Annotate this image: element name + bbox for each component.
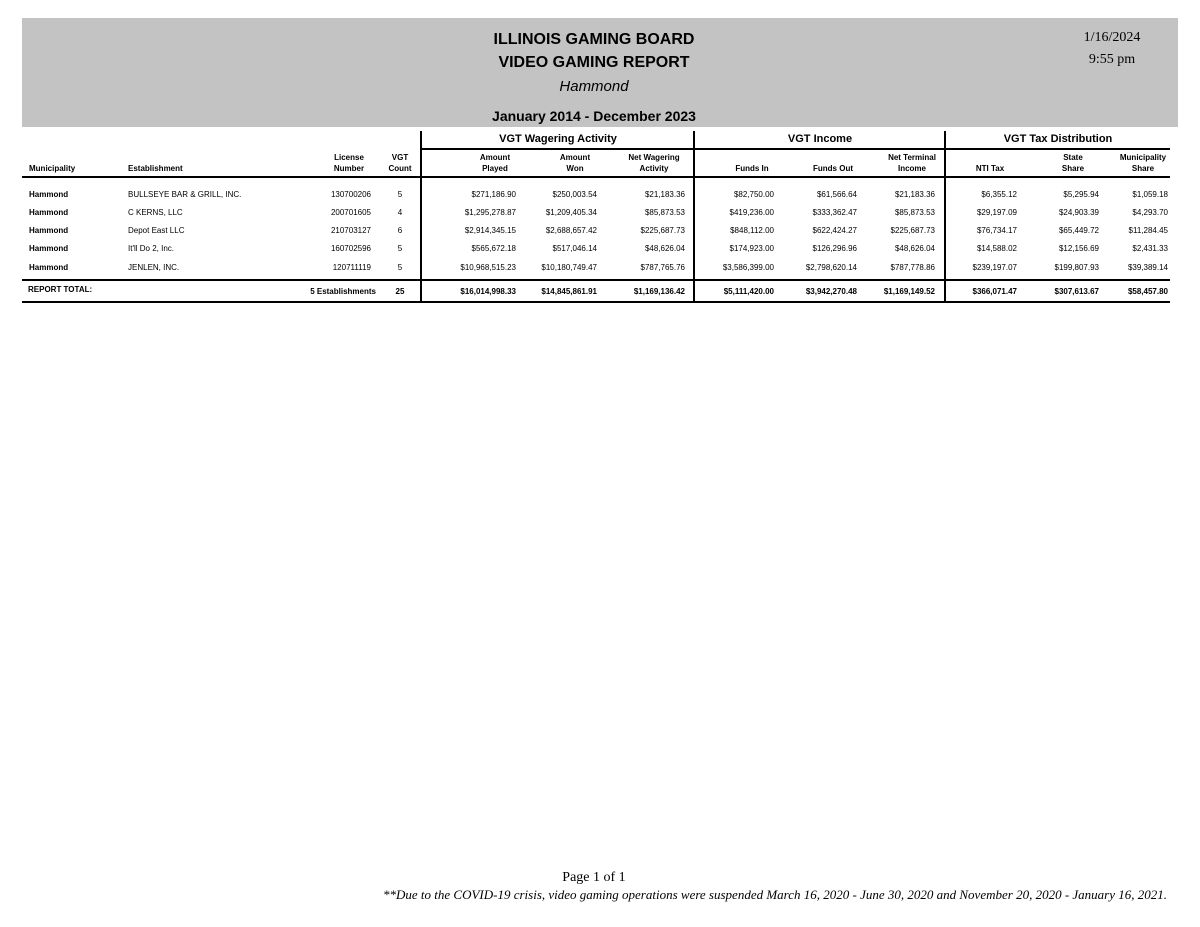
group-underline — [422, 148, 1170, 150]
cell-muni: $1,059.18 — [1132, 190, 1168, 199]
cell-state: $5,295.94 — [1063, 190, 1099, 199]
cell-municipality: Hammond — [29, 244, 69, 253]
divider-wagering — [420, 131, 422, 303]
cell-netwager: $48,626.04 — [644, 244, 685, 253]
cell-license: 130700206 — [330, 190, 371, 199]
cell-nti: $21,183.36 — [894, 190, 935, 199]
cell-vgt: 5 — [397, 190, 403, 199]
col-muni-2: Share — [1131, 164, 1155, 173]
cell-muni: $2,431.33 — [1132, 244, 1168, 253]
report-date: 1/16/2024 — [1083, 30, 1141, 45]
header-bottom-rule — [22, 176, 1170, 178]
report-subtitle-main: VIDEO GAMING REPORT — [498, 54, 690, 71]
total-funds-out: $3,942,270.48 — [805, 287, 857, 296]
cell-vgt: 4 — [397, 208, 403, 217]
cell-funds-out: $2,798,620.14 — [805, 263, 857, 272]
cell-license: 160702596 — [330, 244, 371, 253]
cell-vgt: 5 — [397, 263, 403, 272]
col-played-2: Played — [482, 164, 508, 173]
cell-played: $565,672.18 — [471, 244, 516, 253]
cell-played: $2,914,345.15 — [464, 226, 516, 235]
cell-funds-in: $3,586,399.00 — [722, 263, 774, 272]
cell-state: $199,807.93 — [1054, 263, 1099, 272]
cell-state: $24,903.39 — [1058, 208, 1099, 217]
cell-vgt: 5 — [397, 244, 403, 253]
total-top-rule — [22, 279, 1170, 281]
col-muni-1: Municipality — [1119, 153, 1167, 162]
total-state: $307,613.67 — [1054, 287, 1099, 296]
report-title: ILLINOIS GAMING BOARD — [493, 31, 695, 48]
col-netwager-2: Activity — [639, 164, 669, 173]
cell-municipality: Hammond — [29, 190, 69, 199]
cell-state: $12,156.69 — [1058, 244, 1099, 253]
report-period: January 2014 - December 2023 — [492, 108, 696, 124]
col-nti-1: Net Terminal — [888, 153, 936, 162]
cell-nti: $85,873.53 — [894, 208, 935, 217]
total-vgt: 25 — [395, 287, 405, 296]
col-vgt-2: Count — [388, 164, 412, 173]
cell-funds-in: $82,750.00 — [733, 190, 774, 199]
cell-nti: $787,778.86 — [890, 263, 935, 272]
cell-nti-tax: $76,734.17 — [976, 226, 1017, 235]
col-state-1: State — [1063, 153, 1083, 162]
cell-funds-out: $333,362.47 — [812, 208, 857, 217]
cell-nti: $225,687.73 — [890, 226, 935, 235]
total-nti: $1,169,149.52 — [883, 287, 935, 296]
group-tax-title: VGT Tax Distribution — [1003, 133, 1113, 145]
cell-netwager: $21,183.36 — [644, 190, 685, 199]
col-nti-tax: NTI Tax — [975, 164, 1005, 173]
cell-nti: $48,626.04 — [894, 244, 935, 253]
report-municipality: Hammond — [559, 78, 629, 95]
cell-funds-in: $174,923.00 — [729, 244, 774, 253]
total-netwager: $1,169,136.42 — [633, 287, 685, 296]
total-won: $14,845,861.91 — [541, 287, 597, 296]
cell-netwager: $85,873.53 — [644, 208, 685, 217]
total-label: REPORT TOTAL: — [28, 285, 93, 294]
cell-played: $1,295,278.87 — [464, 208, 516, 217]
cell-netwager: $787,765.76 — [640, 263, 685, 272]
cell-won: $10,180,749.47 — [541, 263, 597, 272]
cell-funds-in: $419,236.00 — [729, 208, 774, 217]
cell-municipality: Hammond — [29, 226, 69, 235]
cell-vgt: 6 — [397, 226, 403, 235]
cell-establishment: BULLSEYE BAR & GRILL, INC. — [128, 190, 242, 199]
cell-muni: $11,284.45 — [1128, 226, 1168, 235]
cell-nti-tax: $239,197.07 — [972, 263, 1017, 272]
cell-establishment: Depot East LLC — [128, 226, 185, 235]
cell-state: $65,449.72 — [1058, 226, 1099, 235]
total-nti-tax: $366,071.47 — [972, 287, 1017, 296]
col-won-1: Amount — [559, 153, 591, 162]
col-played-1: Amount — [479, 153, 511, 162]
cell-won: $517,046.14 — [552, 244, 597, 253]
covid-footnote: **Due to the COVID-19 crisis, video gaming operations were suspended March 16, 2020 - June 30, 2020 and November 20, 2020 - January 16, 2021. — [383, 887, 1167, 902]
cell-won: $2,688,657.42 — [545, 226, 597, 235]
cell-funds-out: $61,566.64 — [816, 190, 857, 199]
cell-establishment: It'll Do 2, Inc. — [128, 244, 174, 253]
cell-played: $271,186.90 — [471, 190, 516, 199]
cell-nti-tax: $14,588.02 — [976, 244, 1017, 253]
cell-won: $1,209,405.34 — [545, 208, 597, 217]
col-netwager-1: Net Wagering — [628, 153, 680, 162]
cell-license: 200701605 — [330, 208, 371, 217]
cell-won: $250,003.54 — [552, 190, 597, 199]
col-municipality: Municipality — [29, 164, 76, 173]
page-number: Page 1 of 1 — [562, 870, 626, 885]
total-establishments: 5 Establishments — [310, 287, 376, 296]
cell-license: 210703127 — [330, 226, 371, 235]
cell-municipality: Hammond — [29, 208, 69, 217]
group-wagering-title: VGT Wagering Activity — [499, 133, 617, 145]
col-funds-in: Funds In — [735, 164, 769, 173]
cell-funds-out: $126,296.96 — [812, 244, 857, 253]
cell-muni: $4,293.70 — [1132, 208, 1168, 217]
total-bottom-rule — [22, 301, 1170, 303]
cell-funds-in: $848,112.00 — [730, 226, 774, 235]
col-won-2: Won — [566, 164, 584, 173]
cell-license: 120711119 — [332, 263, 371, 272]
col-funds-out: Funds Out — [813, 164, 853, 173]
cell-nti-tax: $6,355.12 — [981, 190, 1017, 199]
cell-played: $10,968,515.23 — [460, 263, 516, 272]
col-state-2: Share — [1061, 164, 1085, 173]
total-muni: $58,457.80 — [1127, 287, 1168, 296]
report-time: 9:55 pm — [1088, 52, 1136, 67]
cell-funds-out: $622,424.27 — [812, 226, 857, 235]
cell-nti-tax: $29,197.09 — [976, 208, 1017, 217]
col-vgt-1: VGT — [391, 153, 409, 162]
col-license-2: Number — [333, 164, 365, 173]
col-nti-2: Income — [897, 164, 926, 173]
col-establishment: Establishment — [128, 164, 183, 173]
cell-establishment: JENLEN, INC. — [128, 263, 180, 272]
total-played: $16,014,998.33 — [460, 287, 516, 296]
cell-establishment: C KERNS, LLC — [128, 208, 183, 217]
cell-muni: $39,389.14 — [1127, 263, 1168, 272]
total-funds-in: $5,111,420.00 — [723, 287, 774, 296]
cell-municipality: Hammond — [29, 263, 69, 272]
col-license-1: License — [334, 153, 364, 162]
group-income-title: VGT Income — [787, 133, 853, 145]
cell-netwager: $225,687.73 — [640, 226, 685, 235]
